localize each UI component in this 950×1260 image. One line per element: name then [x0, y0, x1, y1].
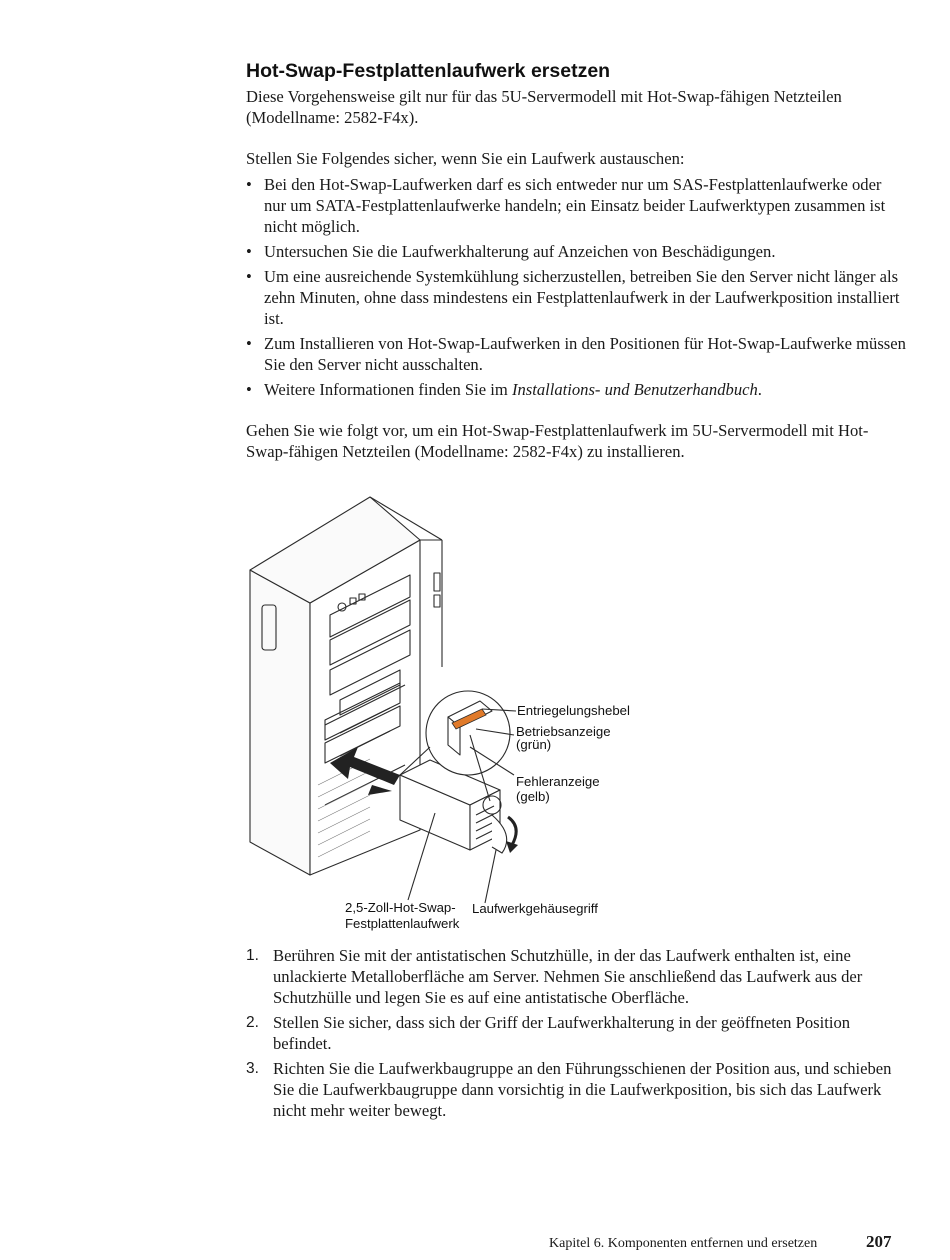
step-item: 2. Stellen Sie sicher, dass sich der Griff der Laufwerkhalterung in der geöffneten Position befindet.: [246, 1013, 851, 1053]
manual-title: Installations- und Benutzerhandbuch: [511, 380, 758, 399]
callout-power-led: Betriebsanzeige: [516, 724, 611, 739]
server-drive-illustration: [230, 485, 690, 945]
callout-fault-led-color: (gelb): [516, 789, 550, 804]
callout-power-led-color: (grün): [516, 737, 552, 752]
callout-drive-line2: Festplattenlaufwerk: [345, 916, 460, 931]
list-item: • Zum Installieren von Hot-Swap-Laufwerken in den Positionen für Hot-Swap-Laufwerke müssen Sie den Server nicht ausschalten.: [246, 334, 906, 374]
list-item: • Weitere Informationen finden Sie im Installations- und Benutzerhandbuch.: [246, 380, 762, 399]
callout-drive-handle: Laufwerkgehäusegriff: [472, 901, 598, 916]
checklist-intro: Stellen Sie Folgendes sicher, wenn Sie ein Laufwerk austauschen:: [246, 149, 685, 168]
procedure-intro: Gehen Sie wie folgt vor, um ein Hot-Swap-Festplattenlaufwerk im 5U-Servermodell mit Hot-Swap-fähigen Netzteilen (Modellname: 2582-F4x) zu installieren.: [246, 421, 869, 461]
checklist: [246, 174, 906, 404]
bullet-marker: •: [246, 334, 252, 353]
list-item: • Untersuchen Sie die Laufwerkhalterung auf Anzeichen von Beschädigungen.: [246, 242, 776, 261]
handle-rotation-arrow: [508, 817, 516, 845]
page-number: 207: [866, 1232, 892, 1251]
list-item: • Um eine ausreichende Systemkühlung sicherzustellen, betreiben Sie den Server nicht länger als zehn Minuten, ohne dass mindestens ein Festplattenlaufwerk in der Laufwerkposition installiert ist.: [246, 267, 900, 328]
hot-swap-drive: [400, 760, 507, 853]
procedure-steps: [246, 945, 906, 1125]
list-item: • Bei den Hot-Swap-Laufwerken darf es sich entweder nur um SAS-Festplattenlaufwerke oder nur um SATA-Festplattenlaufwerke handeln; ein Einsatz beider Laufwerktypen zusammen ist nicht möglich.: [246, 175, 886, 236]
bullet-marker: •: [246, 380, 252, 399]
step-item: 1. Berühren Sie mit der antistatischen Schutzhülle, in der das Laufwerk enthalten ist, eine unlackierte Metalloberfläche am Server. Nehmen Sie anschließend das Laufwerk aus der Schutzhülle und legen Sie es auf eine antistatische Oberfläche.: [246, 946, 863, 1007]
callout-release-lever: Entriegelungshebel: [517, 703, 630, 718]
step-item: 3. Richten Sie die Laufwerkbaugruppe an den Führungsschienen der Position aus, und schieben Sie die Laufwerkbaugruppe dann vorsichtig in die Laufwerkposition, bis sich das Laufwerk nicht mehr weiter bewegt.: [246, 1059, 892, 1120]
step-number: 1.: [246, 947, 259, 964]
footer-chapter: Kapitel 6. Komponenten entfernen und ersetzen: [549, 1236, 818, 1251]
callout-drive-line1: 2,5-Zoll-Hot-Swap-: [345, 900, 456, 915]
bullet-marker: •: [246, 175, 252, 194]
section-heading: Hot-Swap-Festplattenlaufwerk ersetzen: [246, 60, 611, 82]
bullet-marker: •: [246, 267, 252, 286]
callout-fault-led: Fehleranzeige: [516, 774, 600, 789]
step-number: 2.: [246, 1014, 259, 1031]
step-number: 3.: [246, 1060, 259, 1077]
bullet-marker: •: [246, 242, 252, 261]
intro-paragraph: Diese Vorgehensweise gilt nur für das 5U-Servermodell mit Hot-Swap-fähigen Netzteilen (Modellname: 2582-F4x).: [246, 87, 842, 127]
